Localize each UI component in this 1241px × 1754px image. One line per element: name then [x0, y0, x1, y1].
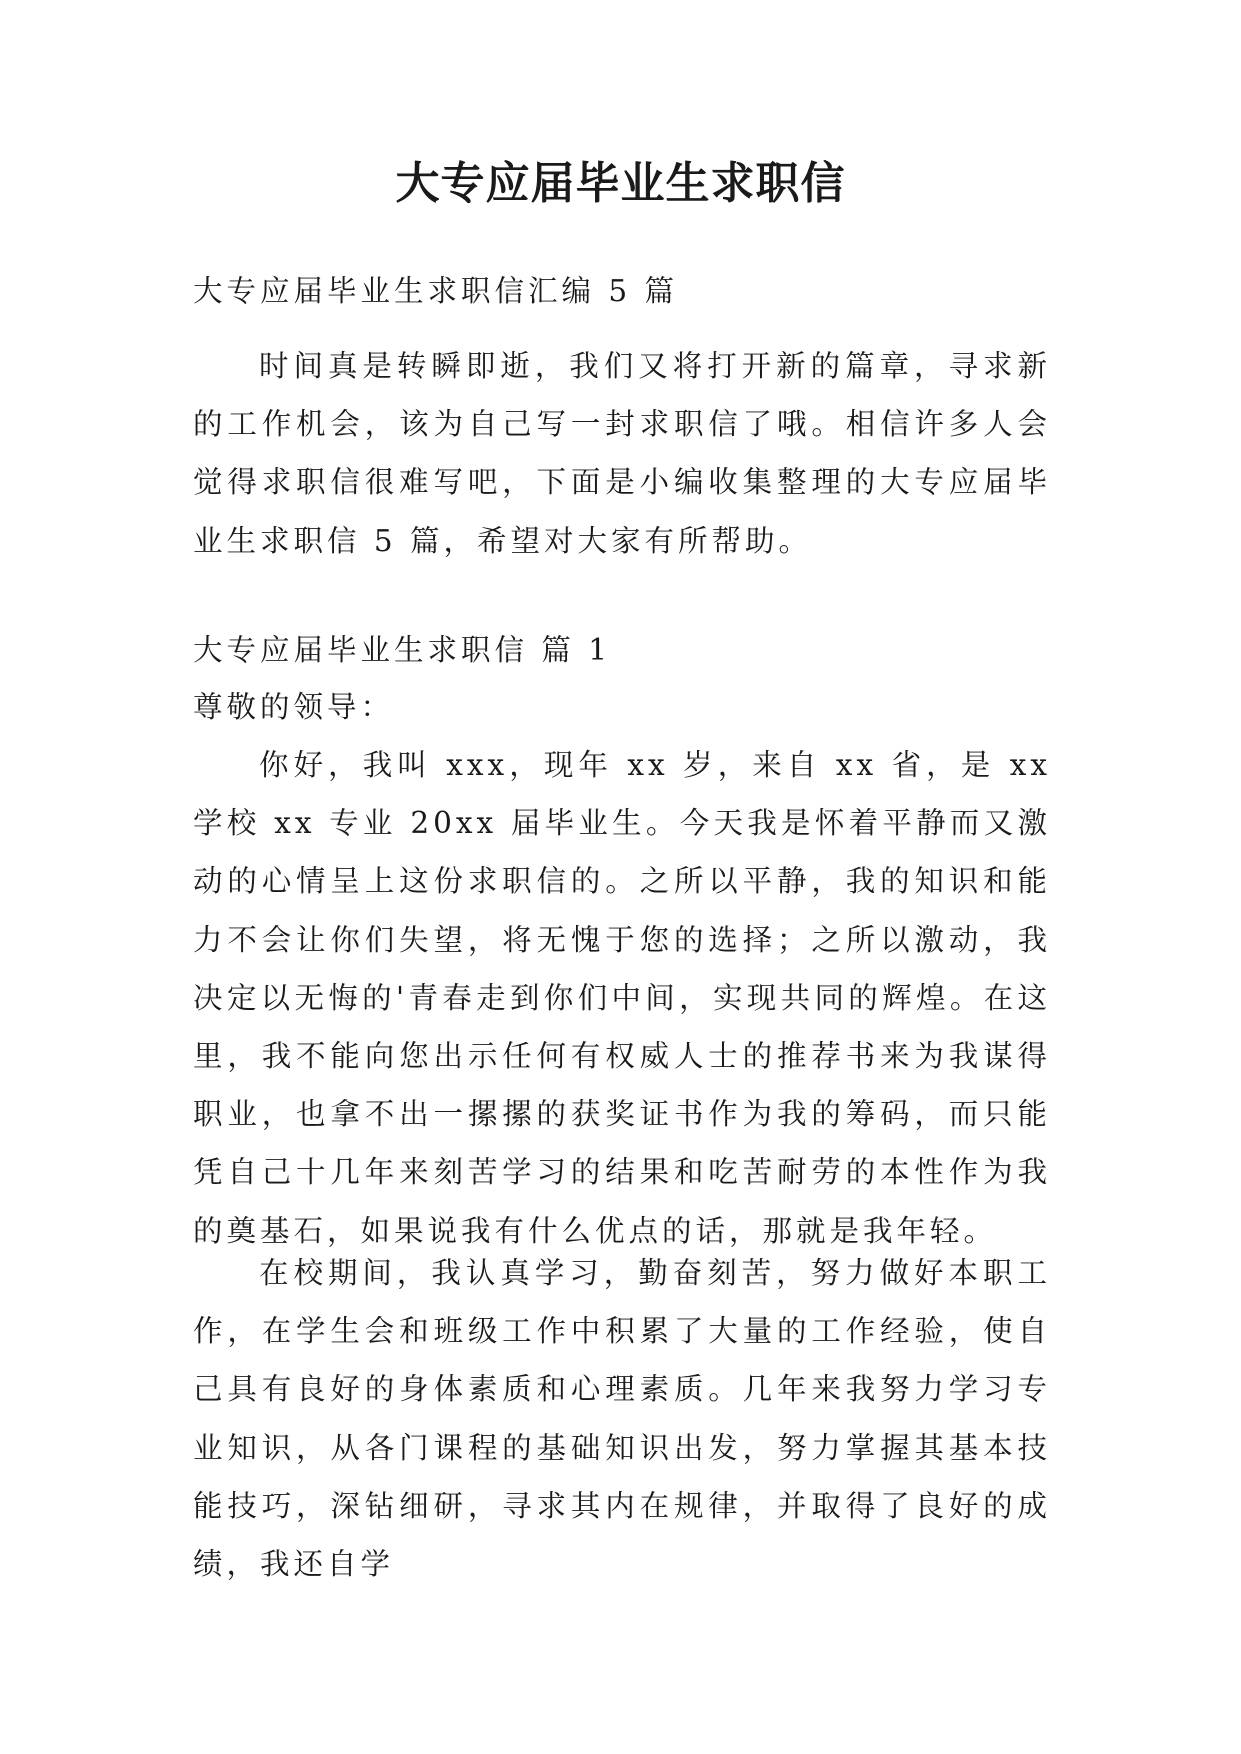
body-paragraph-2: 在校期间，我认真学习，勤奋刻苦，努力做好本职工作，在学生会和班级工作中积累了大量的工作经验，使自己具有良好的身体素质和心理素质。几年来我努力学习专业知识，从各门课程的基础知识出发，努力掌握其基本技能技巧，深钻细研，寻求其内在规律，并取得了良好的成绩，我还自学 [193, 1256, 1051, 1582]
section-heading: 大专应届毕业生求职信 篇 1 [193, 633, 612, 667]
document-title: 大专应届毕业生求职信 [395, 158, 846, 209]
salutation: 尊敬的领导： [193, 690, 395, 724]
intro-paragraph: 时间真是转瞬即逝，我们又将打开新的篇章，寻求新的工作机会，该为自己写一封求职信了哦。相信许多人会觉得求职信很难写吧，下面是小编收集整理的大专应届毕业生求职信 5 篇，希望对大家有所帮助。 [193, 349, 1051, 558]
body-paragraph-1: 你好，我叫 xxx，现年 xx 岁，来自 xx 省，是 xx 学校 xx 专业 20xx 届毕业生。今天我是怀着平静而又激动的心情呈上这份求职信的。之所以平静，我的知识和能力不会让你们失望，将无愧于您的选择；之所以激动，我决定以无悔的'青春走到你们中间，实现共同的辉煌。在这里，我不能向您出示任何有权威人士的推荐书来为我谋得职业，也拿不出一摞摞的获奖证书作为我的筹码，而只能凭自己十几年来刻苦学习的结果和吃苦耐劳的本性作为我的奠基石，如果说我有什么优点的话，那就是我年轻。 [193, 748, 1051, 1248]
document-subtitle: 大专应届毕业生求职信汇编 5 篇 [193, 274, 679, 308]
